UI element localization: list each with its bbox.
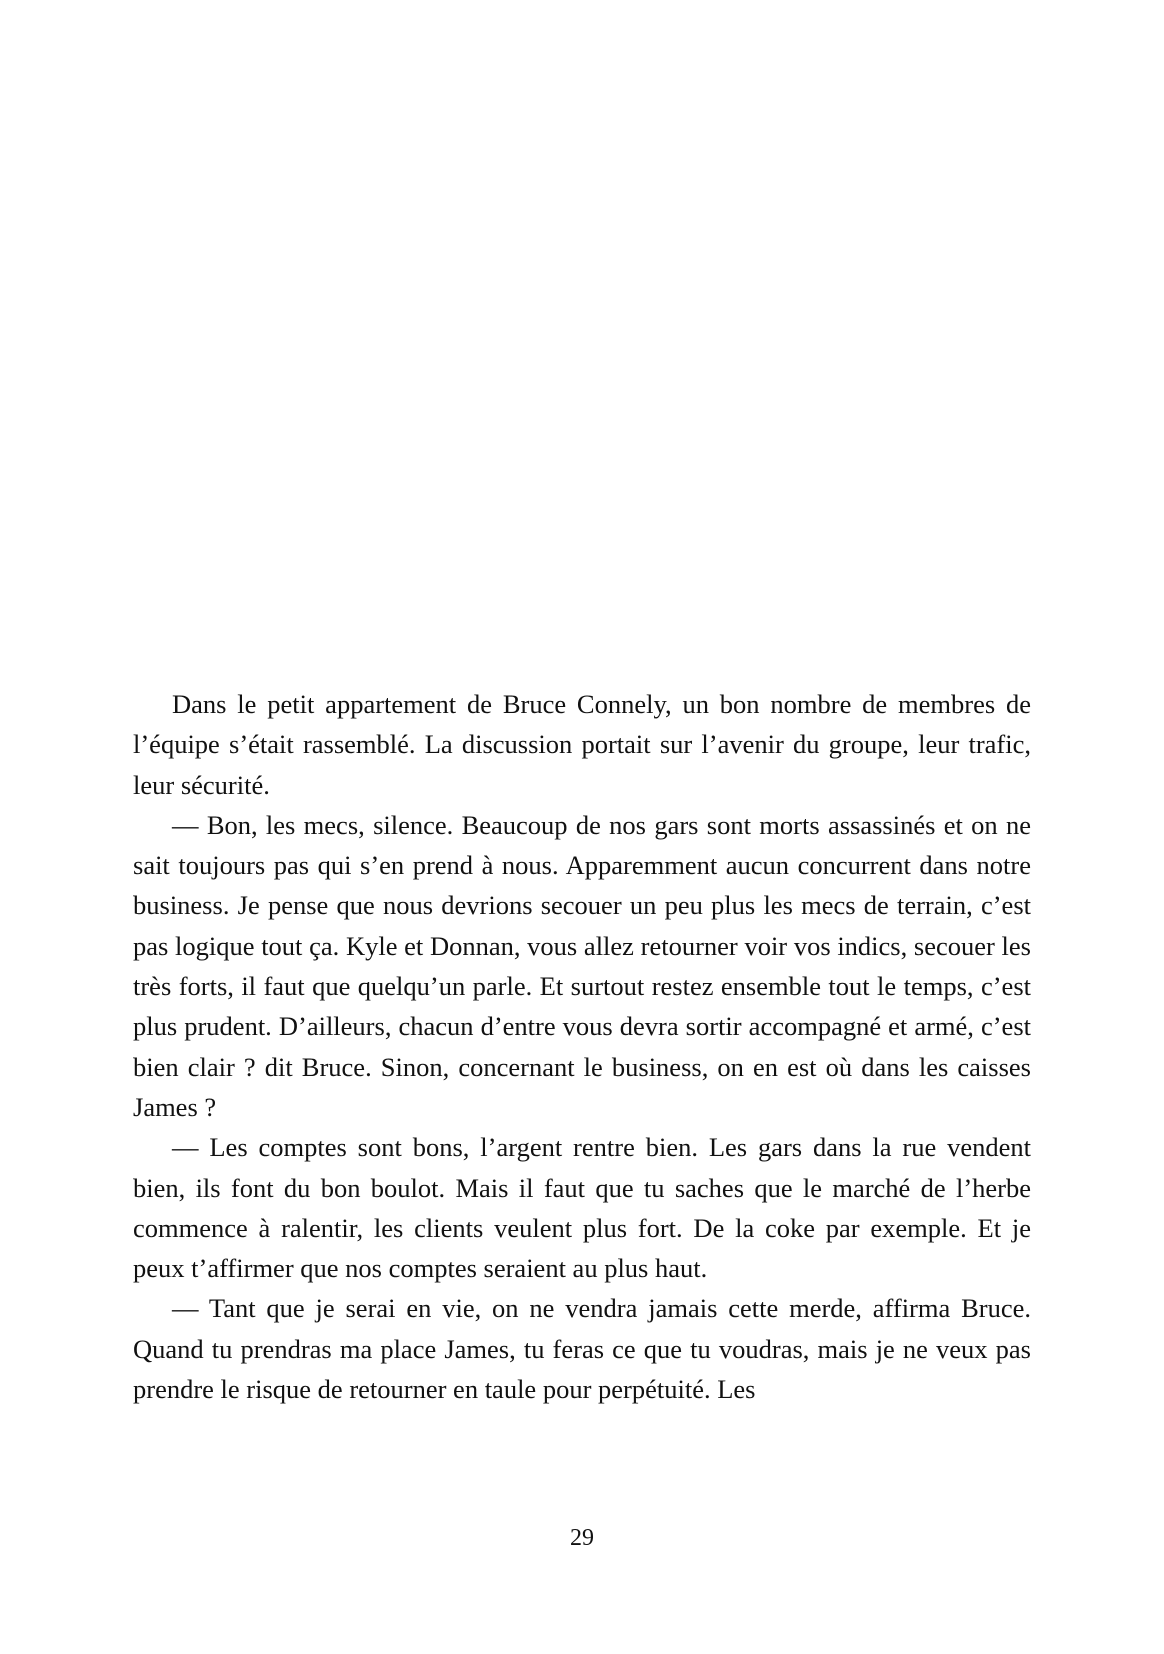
page-number: 29 [570,1525,594,1551]
paragraph-1: Dans le petit appartement de Bruce Connely, un bon nombre de membres de l’équipe s’était rassemblé. La discussion portait sur l’avenir du groupe, leur trafic, leur sécurité. [133,689,1031,800]
paragraph-4: — Tant que je serai en vie, on ne vendra jamais cette merde, affirma Bruce. Quand tu prendras ma place James, tu feras ce que tu voudras, mais je ne veux pas prendre le risque de retourner en taule pour perpétuité. Les [133,1293,1031,1405]
paragraph-2: — Bon, les mecs, silence. Beaucoup de nos gars sont morts assassinés et on ne sait toujours pas qui s’en prend à nous. Apparemment aucun concurrent dans notre business. Je pense que nous devrions secouer un peu plus les mecs de terrain, c’est pas logique tout ça. Kyle et Donnan, vous allez retourner voir vos indics, secouer les très forts, il faut que quelqu’un parle. Et surtout restez ensemble tout le temps, c’est plus prudent. D’ailleurs, chacun d’entre vous devra sortir accompagné et armé, c’est bien clair ? dit Bruce. Sinon, concernant le business, on en est où dans les caisses James ? [133,809,1031,1122]
paragraph-3: — Les comptes sont bons, l’argent rentre bien. Les gars dans la rue vendent bien, ils font du bon boulot. Mais il faut que tu saches que le marché de l’herbe commence à ralentir, les clients veulent plus fort. De la coke par exemple. Et je peux t’affirmer que nos comptes seraient au plus haut. [133,1132,1031,1284]
body-text [133,684,1031,1409]
